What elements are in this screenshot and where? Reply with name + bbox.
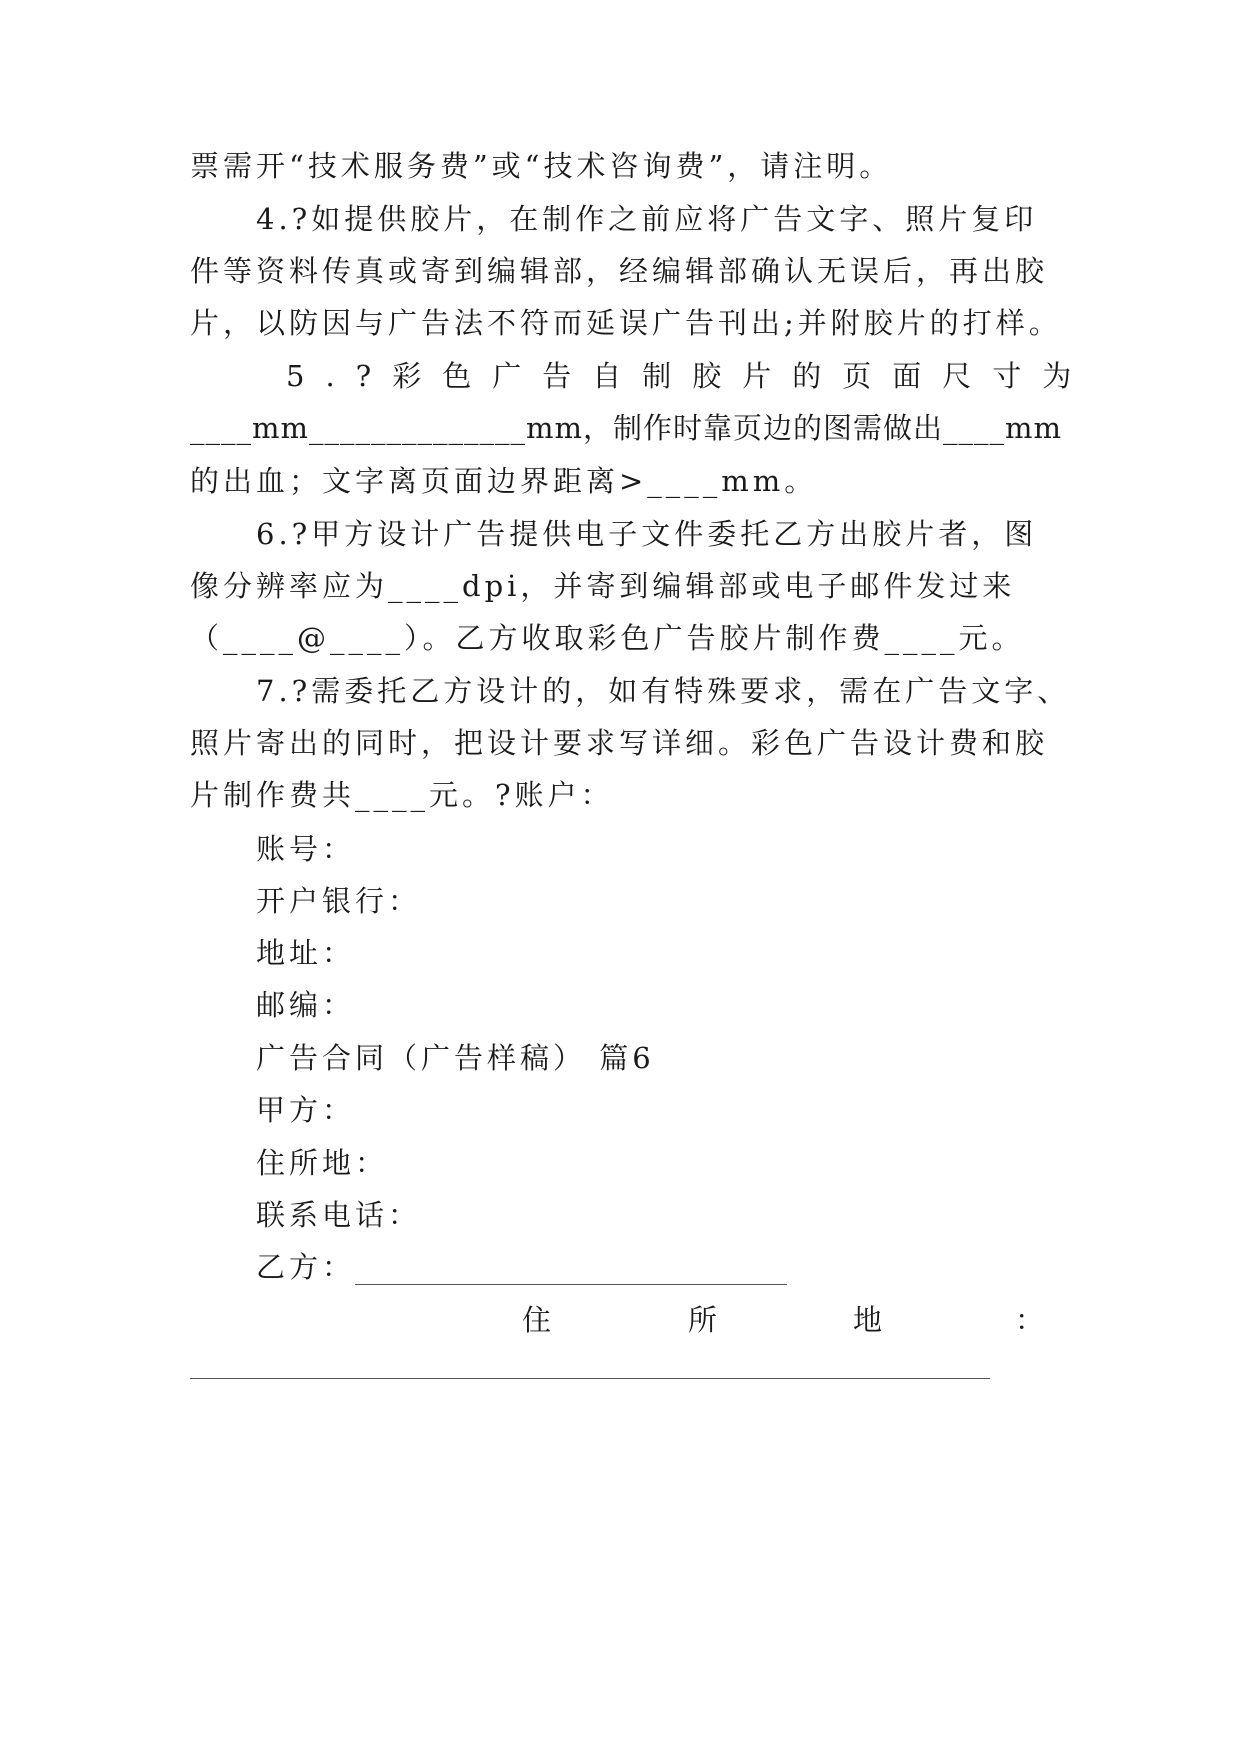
paragraph-line: 票需开“技术服务费”或“技术咨询费”，请注明。 bbox=[190, 149, 893, 183]
residence-label: 住所地： bbox=[256, 1146, 389, 1180]
account-number-label: 账号： bbox=[256, 832, 356, 866]
paragraph-line: 件等资料传真或寄到编辑部，经编辑部确认无误后，再出胶 bbox=[190, 254, 1049, 288]
residence-char: 住 bbox=[522, 1303, 552, 1337]
residence-blank-line bbox=[190, 1378, 990, 1379]
phone-label: 联系电话： bbox=[256, 1198, 422, 1232]
party-a-label: 甲方： bbox=[256, 1093, 356, 1127]
paragraph-line: 片制作费共____元。?账户： bbox=[190, 778, 614, 812]
residence-char: 地 bbox=[853, 1303, 883, 1337]
paragraph-line: 5.?彩色广告自制胶片的页面尺寸为 bbox=[286, 359, 1093, 393]
paragraph-line: 像分辨率应为____dpi，并寄到编辑部或电子邮件发过来 bbox=[190, 569, 1016, 603]
paragraph-line: 照片寄出的同时，把设计要求写详细。彩色广告设计费和胶 bbox=[190, 726, 1049, 760]
paragraph-line: 6.?甲方设计广告提供电子文件委托乙方出胶片者，图 bbox=[256, 517, 1038, 551]
section-heading: 广告合同（广告样稿） 篇6 bbox=[256, 1041, 655, 1075]
party-b-blank-line bbox=[355, 1284, 787, 1285]
residence-char: 所 bbox=[688, 1303, 718, 1337]
paragraph-line: 的出血；文字离页面边界距离>____mm。 bbox=[190, 464, 818, 498]
paragraph-line: 7.?需委托乙方设计的，如有特殊要求，需在广告文字、 bbox=[256, 674, 1071, 708]
bank-label: 开户银行： bbox=[256, 884, 422, 918]
paragraph-line: ____mm______________mm，制作时靠页边的图需做出____mm bbox=[190, 411, 1062, 445]
residence-colon: ： bbox=[1015, 1303, 1045, 1337]
party-b-label: 乙方： bbox=[256, 1250, 356, 1284]
postcode-label: 邮编： bbox=[256, 988, 356, 1022]
paragraph-line: 片，以防因与广告法不符而延误广告刊出;并附胶片的打样。 bbox=[190, 306, 1062, 340]
address-label: 地址： bbox=[256, 936, 356, 970]
paragraph-line: （____@____）。乙方收取彩色广告胶片制作费____元。 bbox=[190, 621, 1025, 655]
paragraph-line: 4.?如提供胶片，在制作之前应将广告文字、照片复印 bbox=[256, 202, 1038, 236]
